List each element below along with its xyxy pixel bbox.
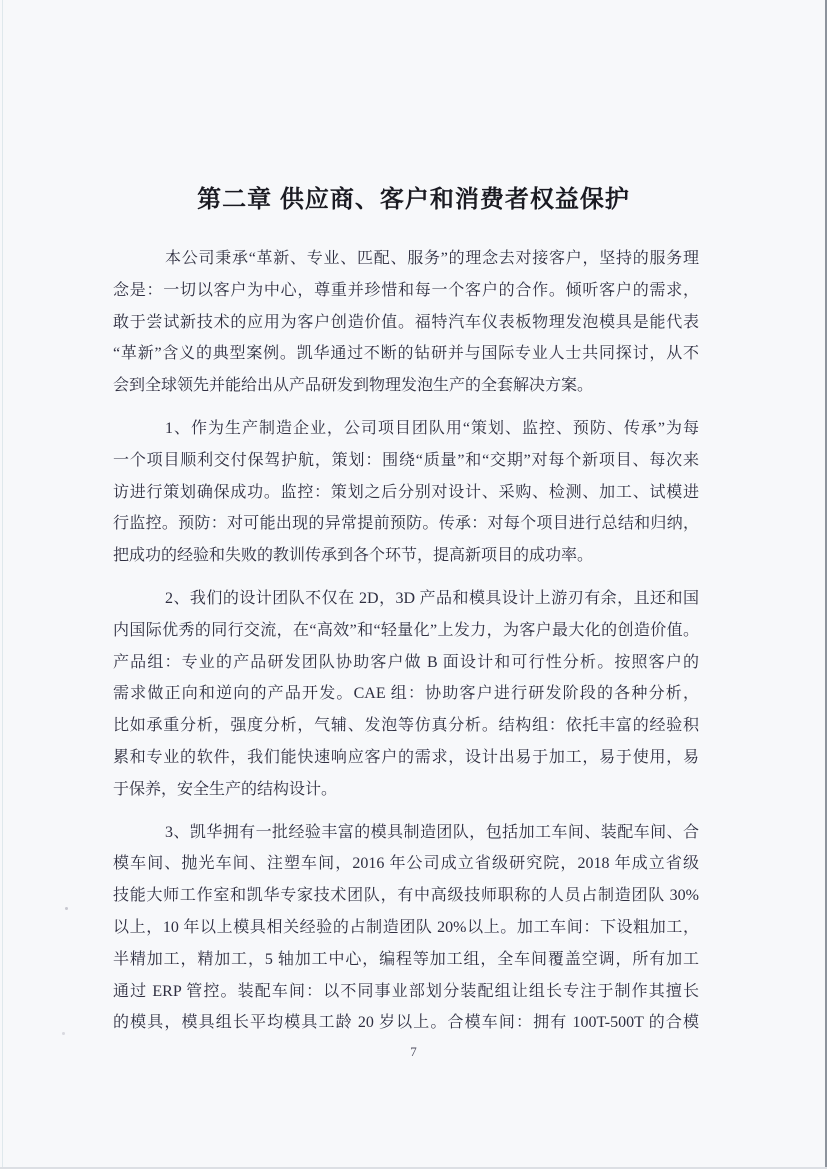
text-line: 模车间、抛光车间、注塑车间，2016 年公司成立省级研究院，2018 年成立省级 xyxy=(113,855,699,873)
scan-speck xyxy=(65,907,68,910)
chapter-title: 第二章 供应商、客户和消费者权益保护 xyxy=(197,186,630,213)
text-line: 3、凯华拥有一批经验丰富的模具制造团队，包括加工车间、装配车间、合 xyxy=(165,823,699,841)
paragraph xyxy=(113,583,699,806)
text-line: 一个项目顺利交付保驾护航，策划：围绕“质量”和“交期”对每个新项目、每次来 xyxy=(113,451,699,469)
text-line: 累和专业的软件，我们能快速响应客户的需求，设计出易于加工，易于使用，易 xyxy=(113,748,699,766)
text-line: 2、我们的设计团队不仅在 2D，3D 产品和模具设计上游刃有余，且还和国 xyxy=(165,589,699,607)
text-line: 会到全球领先并能给出从产品研发到物理发泡生产的全套解决方案。 xyxy=(113,377,594,395)
text-line: 内国际优秀的同行交流，在“高效”和“轻量化”上发力，为客户最大化的创造价值。 xyxy=(113,621,699,639)
paragraph xyxy=(113,243,699,402)
body-text xyxy=(113,243,699,1050)
text-line: “革新”含义的典型案例。凯华通过不断的钻研并与国际专业人士共同探讨，从不 xyxy=(113,345,699,363)
text-line: 把成功的经验和失败的教训传承到各个环节，提高新项目的成功率。 xyxy=(113,547,594,565)
text-line: 敢于尝试新技术的应用为客户创造价值。福特汽车仪表板物理发泡模具是能代表 xyxy=(113,313,699,331)
page-number: 7 xyxy=(410,1044,417,1059)
text-line: 通过 ERP 管控。装配车间：以不同事业部划分装配组让组长专注于制作其擅长 xyxy=(113,982,699,1000)
text-line: 的模具，模具组长平均模具工龄 20 岁以上。合模车间：拥有 100T-500T 的合模 xyxy=(113,1014,699,1032)
text-line: 半精加工，精加工，5 轴加工中心，编程等加工组，全车间覆盖空调，所有加工 xyxy=(113,950,699,968)
text-line: 念是：一切以客户为中心，尊重并珍惜和每一个客户的合作。倾听客户的需求， xyxy=(113,281,699,299)
text-line: 需求做正向和逆向的产品开发。CAE 组：协助客户进行研发阶段的各种分析， xyxy=(113,685,699,703)
text-line: 于保养，安全生产的结构设计。 xyxy=(113,780,338,798)
text-line: 访进行策划确保成功。监控：策划之后分别对设计、采购、检测、加工、试模进 xyxy=(113,483,699,501)
scan-speck xyxy=(62,1032,65,1035)
text-line: 产品组：专业的产品研发团队协助客户做 B 面设计和可行性分析。按照客户的 xyxy=(113,653,699,671)
text-line: 本公司秉承“革新、专业、匹配、服务”的理念去对接客户，坚持的服务理 xyxy=(165,250,699,267)
text-line: 比如承重分析，强度分析，气辅、发泡等仿真分析。结构组：依托丰富的经验积 xyxy=(113,717,699,735)
scan-edge-left xyxy=(2,0,3,1169)
text-line: 以上，10 年以上模具相关经验的占制造团队 20%以上。加工车间：下设粗加工， xyxy=(113,918,699,936)
text-line: 技能大师工作室和凯华专家技术团队，有中高级技师职称的人员占制造团队 30% xyxy=(113,887,699,905)
paragraph xyxy=(113,817,699,1040)
text-line: 1、作为生产制造企业，公司项目团队用“策划、监控、预防、传承”为每 xyxy=(165,419,699,437)
paragraph xyxy=(113,413,699,572)
text-line: 行监控。预防：对可能出现的异常提前预防。传承：对每个项目进行总结和归纳， xyxy=(113,515,699,533)
